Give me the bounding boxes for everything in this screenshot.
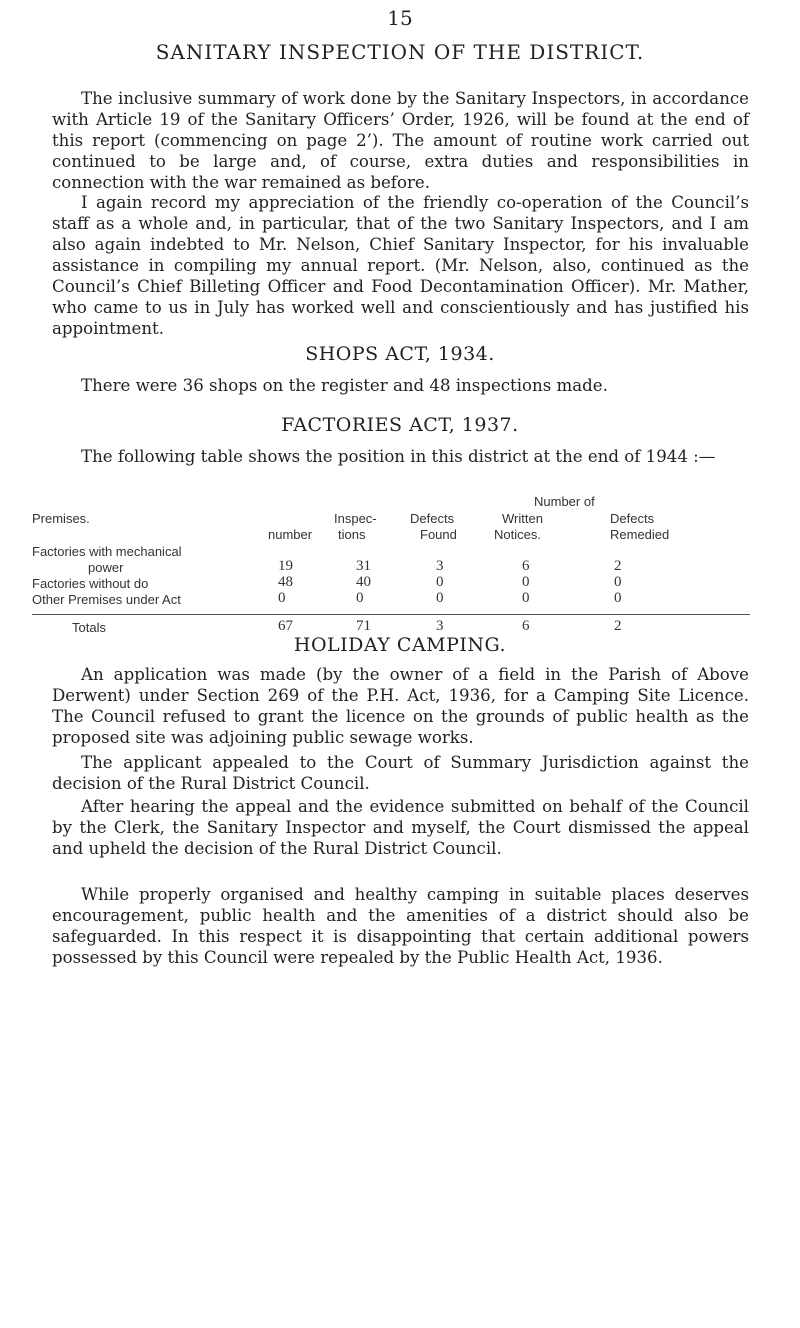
header-notices-1: Written (502, 511, 543, 526)
header-number: number (268, 527, 313, 542)
page-number: 15 (387, 6, 413, 30)
row-2-defects: 0 (436, 574, 444, 590)
row-3-notices: 0 (522, 590, 530, 606)
shops-text: There were 36 shops on the register and 48 inspections made. (81, 376, 608, 395)
row-2-label: Factories without do (32, 576, 149, 591)
row-3-number: 0 (278, 590, 286, 606)
row-2-inspections: 40 (356, 574, 371, 590)
factories-text: The following table shows the position in this district at the end of 1944 :— (81, 447, 716, 466)
intro-paragraph-1: The inclusive summary of work done by the Sanitary Inspectors, in accordance with Article 19 of the Sanitary Officers’ Order, 1926, will be found at the end of this report (commencing on page 2’). The amount of routine work carried out continued to be large and, of course, extra duties and responsibilities in connection with the war remained as before. (52, 89, 749, 192)
header-remedied-2: Remedied (610, 527, 670, 542)
camping-paragraph-4: While properly organised and healthy camping in suitable places deserves encouragement, public health and the amenities of a district should also be safeguarded. In this respect it is disappointing that certain additional powers possessed by this Council were repealed by the Public Health Act, 1936. (52, 885, 749, 967)
row-3-defects: 0 (436, 590, 444, 606)
header-notices-2: Notices. (494, 527, 541, 542)
header-number-of: Number of (534, 494, 595, 509)
row-2-remedied: 0 (614, 574, 622, 590)
header-premises: Premises. (32, 511, 90, 526)
totals-notices: 6 (522, 618, 530, 634)
shops-heading: SHOPS ACT, 1934. (305, 343, 495, 365)
row-2-notices: 0 (522, 574, 530, 590)
row-1-label-2: power (88, 560, 124, 575)
row-3-inspections: 0 (356, 590, 364, 606)
row-1-inspections: 31 (356, 558, 371, 574)
header-inspections-1: Inspec- (334, 511, 377, 526)
totals-remedied: 2 (614, 618, 622, 634)
row-1-defects: 3 (436, 558, 444, 574)
row-1-number: 19 (278, 558, 293, 574)
totals-inspections: 71 (356, 618, 371, 634)
totals-defects: 3 (436, 618, 444, 634)
totals-divider (32, 614, 750, 615)
row-1-label: Factories with mechanical (32, 544, 182, 559)
header-defects-2: Found (420, 527, 457, 542)
row-1-remedied: 2 (614, 558, 622, 574)
camping-paragraph-2: The applicant appealed to the Court of Summary Jurisdiction against the decision of the Rural District Council. (52, 753, 749, 793)
totals-number: 67 (278, 618, 293, 634)
camping-paragraph-1: An application was made (by the owner of a field in the Parish of Above Derwent) under Section 269 of the P.H. Act, 1936, for a Camping Site Licence. The Council refused to grant the licence on the grounds of public health as the proposed site was adjoining public sewage works. (52, 665, 749, 747)
header-remedied-1: Defects (610, 511, 655, 526)
header-inspections-2: tions (338, 527, 366, 542)
camping-paragraph-3: After hearing the appeal and the evidence submitted on behalf of the Council by the Clerk, the Sanitary Inspector and myself, the Court dismissed the appeal and upheld the decision of the Rural District Council. (52, 797, 749, 858)
row-2-number: 48 (278, 574, 293, 590)
row-3-label: Other Premises under Act (32, 592, 181, 607)
camping-heading: HOLIDAY CAMPING. (293, 634, 507, 656)
intro-paragraph-2: I again record my appreciation of the friendly co-operation of the Council’s staff as a whole and, in particular, that of the two Sanitary Inspectors, and I am also again indebted to Mr. Nelson, Chief Sanitary Inspector, for his invaluable assistance in compiling my annual report. (Mr. Nelson, also, continued as the Council’s Chief Billeting Officer and Food Decontamination Officer). Mr. Mather, who came to us in July has worked well and conscientiously and has justified his appointment. (52, 193, 749, 338)
row-1-notices: 6 (522, 558, 530, 574)
header-defects-1: Defects (410, 511, 455, 526)
page-title: SANITARY INSPECTION OF THE DISTRICT. (155, 40, 645, 64)
totals-label: Totals (72, 620, 106, 635)
row-3-remedied: 0 (614, 590, 622, 606)
factories-heading: FACTORIES ACT, 1937. (281, 414, 519, 436)
